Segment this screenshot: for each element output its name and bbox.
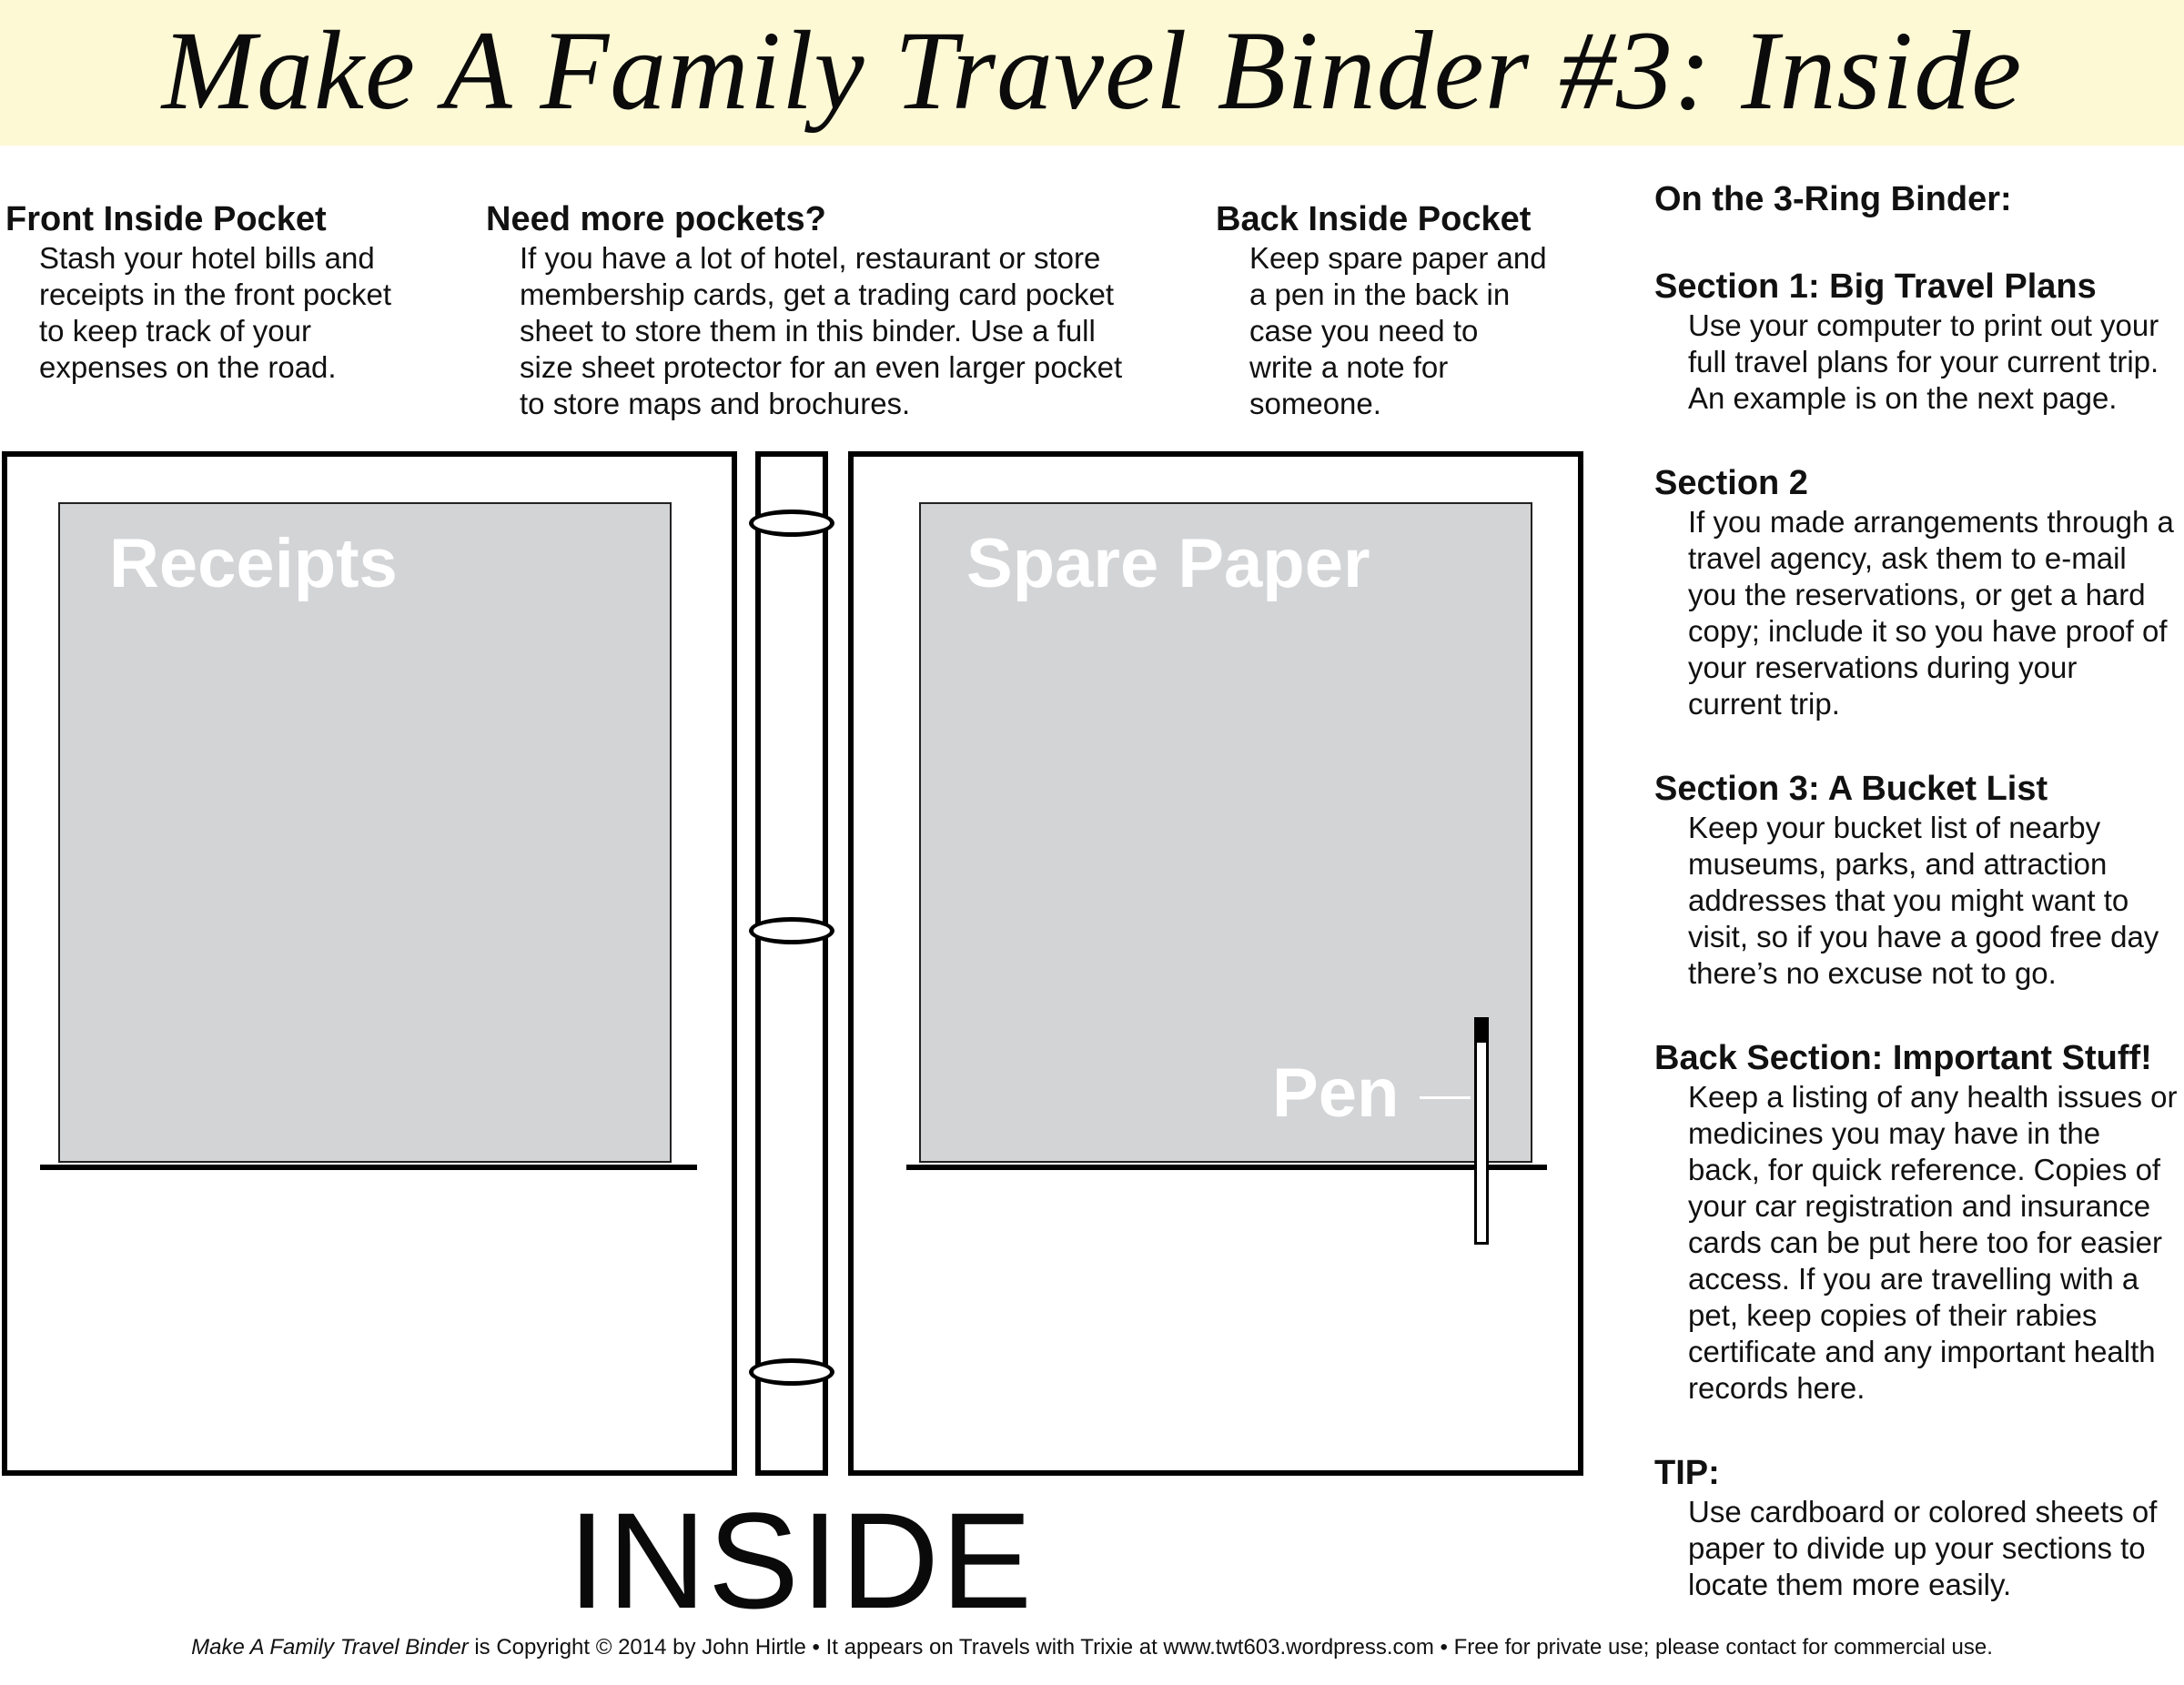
spare-paper-label: Spare Paper xyxy=(966,525,1370,602)
right-pocket-edge xyxy=(906,1165,1547,1170)
section-text: Keep a listing of any health issues or medicines you may have in the back, for quick reference. Copies of your car registration and insurance cards can be put here too for easier access. If you are travelling with a pet, keep copies of their rabies certificate and any important health records here. xyxy=(1688,1080,2178,1405)
more-pockets-title: Need more pockets? xyxy=(486,200,826,238)
back-pocket-title: Back Inside Pocket xyxy=(1216,200,1532,238)
pen-label: Pen xyxy=(1272,1054,1400,1132)
section-title: Section 1: Big Travel Plans xyxy=(1654,267,2097,306)
back-section xyxy=(1654,1037,2182,1407)
section-3 xyxy=(1654,768,2182,992)
tip-text: Use cardboard or colored sheets of paper to divide up your sections to locate them more easily. xyxy=(1688,1495,2158,1601)
tip-section xyxy=(1654,1452,2182,1603)
title-banner xyxy=(0,0,2184,146)
section-2 xyxy=(1654,462,2182,722)
left-pocket-edge xyxy=(40,1165,697,1170)
front-pocket-note xyxy=(5,198,442,386)
inside-caption: INSIDE xyxy=(567,1484,1035,1637)
copyright-footer xyxy=(0,1634,2184,1661)
back-pocket-text: Keep spare paper and a pen in the back in case you need to write a note for someone. xyxy=(1249,241,1547,420)
pen-icon xyxy=(1474,1017,1489,1245)
more-pockets-note xyxy=(486,198,1178,422)
section-1 xyxy=(1654,266,2182,417)
binder-spine xyxy=(755,451,828,1476)
front-pocket-title: Front Inside Pocket xyxy=(5,200,327,238)
front-pocket-text: Stash your hotel bills and receipts in the front pocket to keep track of your expenses on the road. xyxy=(39,241,392,384)
receipts-label: Receipts xyxy=(109,525,398,602)
pen-pointer-line xyxy=(1420,1096,1471,1099)
page-title: Make A Family Travel Binder #3: Inside xyxy=(161,8,2023,133)
back-pocket-note xyxy=(1216,198,1607,422)
section-text: If you made arrangements through a travel agency, ask them to e-mail you the reservations, or get a hard copy; include it so you have proof of your reservations during your current trip. xyxy=(1688,505,2174,721)
section-title: Section 2 xyxy=(1654,464,1808,502)
more-pockets-text: If you have a lot of hotel, restaurant or store membership cards, get a trading card pocket sheet to store them in this binder. Use a full size sheet protector for an even larger pocket to store maps and brochures. xyxy=(520,241,1123,420)
binder-ring-bottom xyxy=(749,1358,834,1386)
section-text: Keep your bucket list of nearby museums, parks, and attraction addresses that you might want to visit, so if you have a good free day there’s no excuse not to go. xyxy=(1688,811,2159,990)
binder-ring-top xyxy=(749,510,834,537)
binder-ring-middle xyxy=(749,917,834,944)
sidebar-title: On the 3-Ring Binder: xyxy=(1654,180,2012,218)
section-title: Section 3: A Bucket List xyxy=(1654,770,2048,808)
footer-text: is Copyright © 2014 by John Hirtle • It appears on Travels with Trixie at www.twt603.wordpress.com • Free for private use; please contact for commercial use. xyxy=(468,1635,1993,1660)
tip-title: TIP: xyxy=(1654,1454,1720,1492)
section-text: Use your computer to print out your full travel plans for your current trip. An example is on the next page. xyxy=(1688,308,2159,415)
ring-binder-sidebar xyxy=(1654,178,2182,1649)
footer-binder-name: Make A Family Travel Binder xyxy=(191,1635,469,1660)
section-title: Back Section: Important Stuff! xyxy=(1654,1039,2152,1077)
